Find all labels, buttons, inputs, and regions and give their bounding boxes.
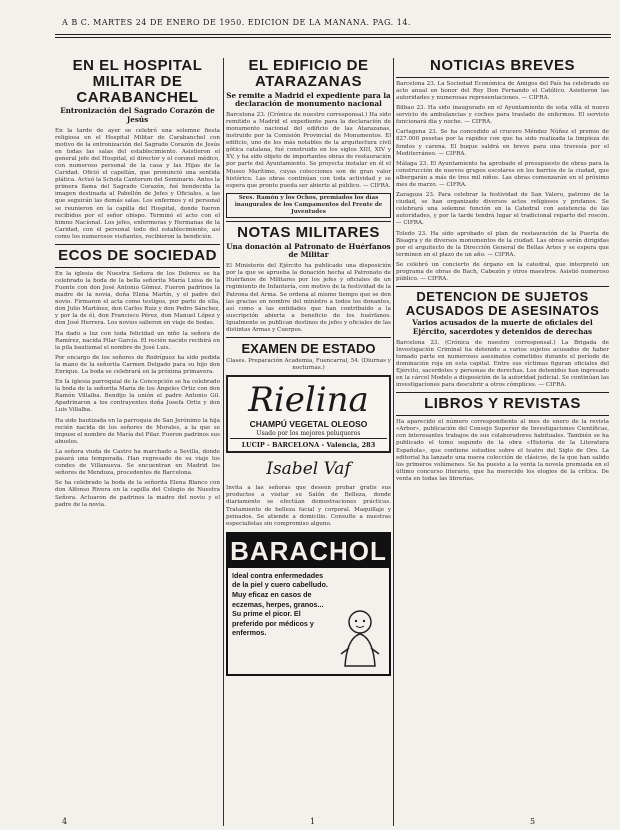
article-body: Ha aparecido el número correspondiente al mes de enero de la revista «Arbor», publicación del Consejo Superior de Investigaciones Científicas, con interesantes trabajos de sus colaboradores habituales. También se ha publicado el tomo segundo de la obra «Historia de la Literatura Española», que contiene estudios sobre el teatro del Siglo de Oro. La editorial ha lanzado una nueva colección de clásicos, de la que han salido los primeros volúmenes. Se ha puesto a la venta la novela premiada en el último concurso literario, que ha merecido los elogios de la crítica. De venta en todas las librerías. xyxy=(396,419,609,482)
article-body: Se ha celebrado la boda de la señorita Elena Blanco con don Alfonso Rivera en la capilla del Colegio de Nuestra Señora. Actuaron de padrinos la madre del novio y el padre de la novia. xyxy=(55,480,220,508)
article-body: El Ministerio del Ejército ha publicado una disposición por la que se aprueba la donación hecha al Patronato de Huérfanos de Militares por los jefes y oficiales de un regimiento de Infantería, con motivo de la festividad de la Patrona del Arma. Se ordena al mismo tiempo que se den las gracias en nombre del ministro a todos los donantes, así como a las entidades que han contribuido a la suscripción abierta a beneficio de los huérfanos. Igualmente se publican destinos de jefes y oficiales de las distintas Armas y Cuerpos. xyxy=(226,263,391,333)
article-body: Bilbao 23. Ha sido inaugurado en el Ayuntamiento de esta villa el nuevo servicio de ambulancias y coches para traslado de enfermos. El servicio funcionará día y noche. — CIFRA. xyxy=(396,105,609,126)
ad-rielina xyxy=(226,375,391,453)
headline-libros: LIBROS Y REVISTAS xyxy=(424,395,581,413)
article-body: En la tarde de ayer se celebró una solemne fiesta religiosa en el Hospital Militar de Carabanchel con motivo de la entronización del Sagrado Corazón de Jesús en todas las salas del establecimiento. Asistieron el general jefe del Hospital, el director y el coronel médico, con numeroso personal de la casa y las Hijas de la Caridad. Ofició el capellán, que pronunció una sentida plática. Actuó la Schola Cantorum del Seminario. Antes la primera llama del Sagrado Corazón, fué bendecida la imagen destinada al Pabellón de Jefes y Oficiales, a las que seguirán las demás salas. Los enfermos y el personal se reunieron en la capilla del Hospital, donde fueron recibidos por el señor obispo. Terminó el acto con el himno Nacional. Los jefes, enfermeras y Hermanas de la Caridad, con el personal todo del establecimiento, así como los numerosos visitantes, recibieron la bendición. xyxy=(55,127,220,240)
barachol-text: Ideal contra enfermedades de la piel y cuero cabelludo. Muy eficaz en casos de eczemas, herpes, granos... Su prime el picor. El preferido por médicos y enfermos. xyxy=(232,570,328,638)
header-rule-2 xyxy=(55,37,611,38)
column-3 xyxy=(396,58,609,828)
section-rule xyxy=(396,77,609,78)
article-body: En la iglesia de Nuestra Señora de los Dolores se ha celebrado la boda de la bella señorita María Luisa de la Fuente con don José Antonio Gómez. Fueron padrinos la madre de la novia, doña Elena Martín, y el padre del novio. Firmaron el acta como testigos, por parte de ella, don Julio Martínez, don Carlos Ruiz y don Pedro Sánchez, y por la de él, don Francisco Pérez, don Manuel López y don José Herrera. Los novios salieron en viaje de bodas. xyxy=(55,270,220,327)
subhead-detencion: Varios acusados de la muerte de oficiales del Ejército, sacerdotes y detenidos de derechas xyxy=(412,318,593,337)
article-body: Se celebró un concierto de órgano en la catedral, que interpretó un programa de obras de Bach, Cabezón y otros maestros. Asistió numeroso público. — CIFRA. xyxy=(396,261,609,283)
footer-marker-right: 5 xyxy=(530,817,536,826)
headline-noticias: NOTICIAS BREVES xyxy=(429,58,576,74)
rielina-line1: CHAMPÚ VEGETAL OLEOSO xyxy=(249,419,368,430)
article-body: Ha dado a luz con toda felicidad un niño la señora de Ramírez, nacida Pilar García. El recién nacido recibirá en la pila bautismal el nombre de José Luis. xyxy=(55,330,220,351)
footer-marker-left: 4 xyxy=(62,817,68,826)
isabel-logo: Isabel Vaf xyxy=(266,459,351,480)
section-rule xyxy=(226,221,391,222)
page-header: A B C. MARTES 24 DE ENERO DE 1950. EDICION DE LA MAÑANA. PAG. 14. xyxy=(62,18,411,27)
article-body: Ha sido bautizada en la parroquia de San Jerónimo la hija recién nacida de los señores de Morales, a la que se impuso el nombre de María del Pilar. Fueron padrinos sus abuelos. xyxy=(55,417,220,445)
article-body: Barcelona 23. (Crónica de nuestro corresponsal.) La Brigada de Investigación Criminal ha detenido a varios sujetos acusados de haber tomado parte en numerosos asesinatos cometidos durante el período de dominación roja en esta capital. Entre sus víctimas figuran oficiales del Ejército, sacerdotes y personas de derechas. Los detenidos han ingresado en la cárcel Modelo a disposición de la autoridad judicial. Se continúan las investigaciones para descubrir a otros cómplices. — CIFRA. xyxy=(396,339,609,389)
column-divider xyxy=(223,58,224,826)
subhead-hospital: Entronización del Sagrado Corazón de Jesús xyxy=(60,106,215,124)
header-rule xyxy=(55,34,611,35)
headline-notas-militares: NOTAS MILITARES xyxy=(237,224,380,242)
column-1 xyxy=(55,58,220,828)
baby-illustration-icon xyxy=(337,608,383,668)
column-2 xyxy=(226,58,391,828)
section-rule xyxy=(226,337,391,338)
rielina-logo: Rielina xyxy=(248,380,369,421)
section-rule xyxy=(396,415,609,416)
examen-heading: EXAMEN DE ESTADO xyxy=(241,341,376,357)
article-body: Por encargo de los señores de Rodríguez ha sido pedida la mano de la señorita Carmen Delgado para su hijo don Enrique. La boda se celebrará en la próxima primavera. xyxy=(55,354,220,375)
article-body: En la iglesia parroquial de la Concepción se ha celebrado la boda de la señorita María de los Ángeles Ortiz con don Ramón Villalba. Bendijo la unión el padre Antonio Gil. Apadrinaron a los contrayentes doña Josefa Ortiz y don Luis Villalba. xyxy=(55,379,220,414)
caption: Sres. Ramón y los Ochos, premiados los días inaugurales de los Campamentos del Frente de Juventudes xyxy=(234,194,383,215)
rielina-line3: LUCIP - BARCELONA - Valencia, 283 xyxy=(230,438,387,449)
examen-body: Clases. Preparación Academia, Fuencarral, 54. (Diurnas y nocturnas.) xyxy=(226,358,391,372)
section-rule xyxy=(55,244,220,245)
article-body: Toledo 23. Ha sido aprobado el plan de restauración de la Puerta de Bisagra y de diversos monumentos de la ciudad. Las obras serán dirigidas por el arquitecto de la Dirección General de Bellas Artes y se espera que terminen en el plazo de un año. — CIFRA. xyxy=(396,230,609,258)
headline-atarazanas: EL EDIFICIO DE ATARAZANAS xyxy=(248,58,369,90)
section-rule xyxy=(55,267,220,268)
rielina-line2: Usado por los mejores peluqueros xyxy=(256,430,361,438)
article-body: Málaga 23. El Ayuntamiento ha aprobado el presupuesto de obras para la construcción de nuevos grupos escolares en los barrios de la ciudad, que albergarán a más de tres mil niños. Las obras comenzarán en el próximo mes de marzo. — CIFRA. xyxy=(396,160,609,188)
subhead-atarazanas: Se remite a Madrid el expediente para la declaración de monumento nacional xyxy=(226,90,391,109)
footer-marker-center: 1 xyxy=(310,817,316,826)
headline-hospital: EN EL HOSPITAL MILITAR DE CARABANCHEL xyxy=(72,58,203,106)
column-divider xyxy=(393,58,394,826)
subhead-notas: Una donación al Patronato de Huérfanos de Militar xyxy=(226,241,391,260)
article-body: La señora viuda de Castro ha marchado a Sevilla, donde pasará una temporada. Han regresado de su viaje los condes de Villanueva. Se encuentran en Madrid los señores de Mendoza, procedentes de Barcelona. xyxy=(55,448,220,477)
article-body: Invita a las señoras que deseen probar gratis sus productos a visitar su Salón de Belleza, donde diariamente se efectúan demostraciones prácticas. Tratamiento de belleza facial y corporal. Maquillaje y peinados. Se atiende a domicilio. Consulte a nuestras especialistas sin compromiso alguno. xyxy=(226,485,391,527)
ad-barachol xyxy=(226,532,391,676)
article-body: Barcelona 23. La Sociedad Económica de Amigos del País ha celebrado su acto anual en honor del Rey Don Fernando el Católico. Asistieron las autoridades y numerosas representaciones. — CIFRA. xyxy=(396,80,609,101)
article-body: Cartagena 23. Se ha concedido al crucero Méndez Núñez el premio de 827.000 pesetas por la rapidez con que ha sido realizada la limpieza de fondos y carena. El buque saldrá en breve para una travesía por el Mediterráneo. — CIFRA. xyxy=(396,129,609,157)
barachol-logo: BARACHOL xyxy=(228,534,389,568)
headline-ecos: ECOS DE SOCIEDAD xyxy=(58,247,217,265)
article-body: Barcelona 23. (Crónica de nuestro corresponsal.) Ha sido remitido a Madrid el expediente para la declaración de monumento nacional del edificio de las Atarazanas, instruido por la Comisión Provincial de Monumentos. El edificio, uno de los más notables de la arquitectura civil gótica catalana, fué construido en los siglos XIII, XIV y XV, y ha sido objeto de importantes obras de restauración por parte del Ayuntamiento. Se proyecta instalar en él el Museo Marítimo, cuyas colecciones son de gran valor histórico. Las obras continúan con toda actividad y se espera que pronto pueda ser abierto al público. — CIFRA. xyxy=(226,111,391,189)
caption-box xyxy=(226,193,391,218)
section-rule xyxy=(396,286,609,287)
headline-detencion: DETENCION DE SUJETOS ACUSADOS DE ASESINATOS xyxy=(405,289,600,318)
section-rule xyxy=(396,392,609,393)
article-body: Zaragoza 23. Para celebrar la festividad de San Valero, patrono de la ciudad, se han organizado diversos actos religiosos y profanos. Se celebrará una solemne función en la Catedral con asistencia de las autoridades, y por la tarde tendrá lugar el tradicional reparto del roscón. — CIFRA. xyxy=(396,192,609,227)
